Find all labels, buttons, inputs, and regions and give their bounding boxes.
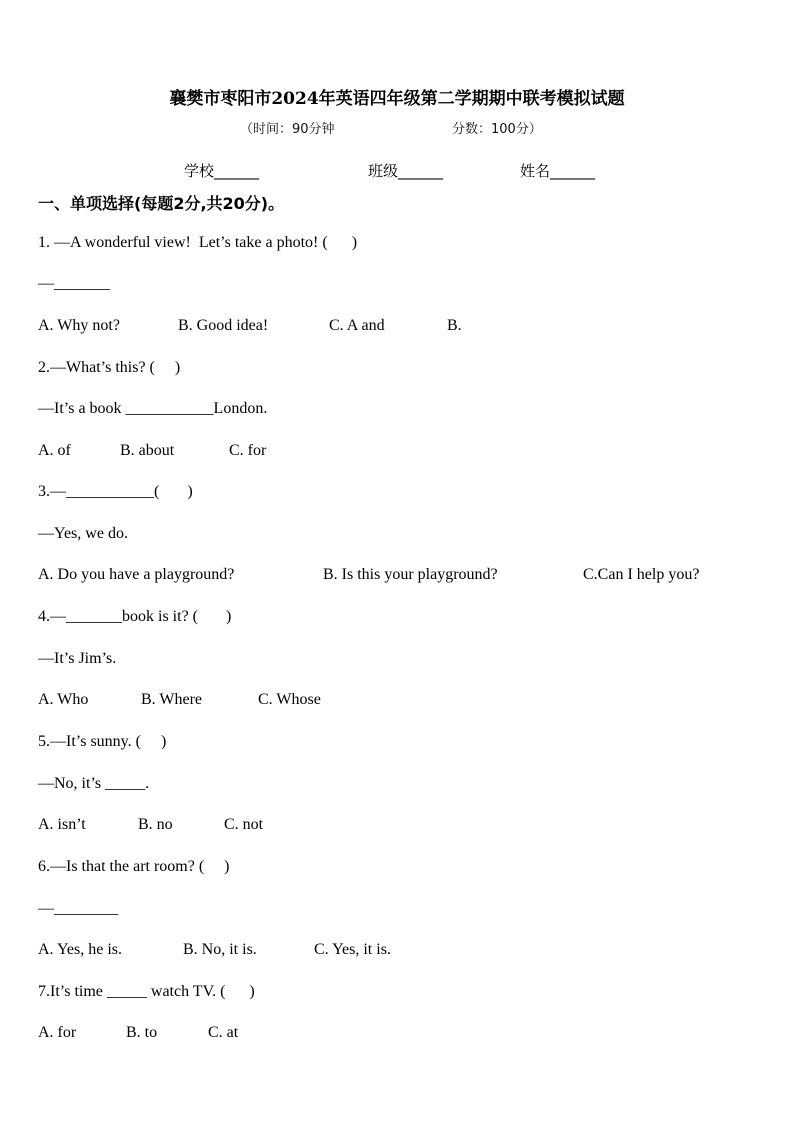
- option[interactable]: C. A and: [329, 317, 385, 334]
- question-2-answer-line: —It’s a book ___________London.: [38, 400, 268, 417]
- option[interactable]: B. to: [126, 1024, 158, 1041]
- option[interactable]: A. Who: [38, 691, 89, 708]
- option[interactable]: A. Why not?: [38, 317, 120, 334]
- option[interactable]: A. Do you have a playground?: [38, 566, 235, 583]
- option[interactable]: C. Yes, it is.: [314, 941, 391, 958]
- option[interactable]: B. no: [138, 816, 173, 833]
- option[interactable]: C. for: [229, 442, 267, 459]
- question-4-answer-line: —It’s Jim’s.: [38, 650, 117, 667]
- option[interactable]: C. not: [224, 816, 264, 833]
- exam-time: （时间：90分钟: [240, 122, 335, 137]
- class-field[interactable]: 班级______: [368, 162, 444, 180]
- option[interactable]: B. Good idea!: [178, 317, 269, 334]
- option[interactable]: A. Yes, he is.: [38, 941, 123, 958]
- option[interactable]: A. isn’t: [38, 816, 86, 833]
- question-3-options: [38, 566, 758, 586]
- question-5-options: [38, 816, 758, 836]
- option[interactable]: A. of: [38, 442, 71, 459]
- name-field[interactable]: 姓名______: [520, 162, 596, 180]
- question-6-stem: 6.—Is that the art room? ( ): [38, 858, 230, 875]
- question-3-answer-line: —Yes, we do.: [38, 525, 128, 542]
- question-1-stem: 1. —A wonderful view! Let’s take a photo! ( ): [38, 234, 358, 251]
- question-7-stem: 7.It’s time _____ watch TV. ( ): [38, 983, 255, 1000]
- question-2-stem: 2.—What’s this? ( ): [38, 359, 181, 376]
- school-field[interactable]: 学校______: [184, 162, 260, 180]
- question-2-options: [38, 442, 758, 462]
- question-7-options: [38, 1024, 758, 1044]
- option[interactable]: C. at: [208, 1024, 239, 1041]
- question-3-stem: 3.—___________( ): [38, 483, 193, 500]
- question-5-answer-line: —No, it’s _____.: [38, 775, 150, 792]
- question-1-options: [38, 317, 758, 337]
- question-4-options: [38, 691, 758, 711]
- question-6-answer-line: —________: [38, 900, 118, 917]
- option[interactable]: C.Can I help you?: [583, 566, 700, 583]
- question-4-stem: 4.—_______book is it? ( ): [38, 608, 232, 625]
- exam-score: 分数：100分）: [452, 122, 542, 137]
- option[interactable]: B. Where: [141, 691, 203, 708]
- question-5-stem: 5.—It’s sunny. ( ): [38, 733, 167, 750]
- option[interactable]: B. Is this your playground?: [323, 566, 498, 583]
- option[interactable]: C. Whose: [258, 691, 321, 708]
- page-title: 襄樊市枣阳市2024年英语四年级第二学期期中联考模拟试题: [169, 89, 625, 109]
- question-1-answer-line: —_______: [38, 275, 110, 292]
- section-heading: 一、单项选择(每题2分,共20分)。: [38, 194, 285, 213]
- option[interactable]: B. No, it is.: [183, 941, 257, 958]
- option[interactable]: B. about: [120, 442, 175, 459]
- option[interactable]: B.: [447, 317, 462, 334]
- option[interactable]: A. for: [38, 1024, 77, 1041]
- question-6-options: [38, 941, 758, 961]
